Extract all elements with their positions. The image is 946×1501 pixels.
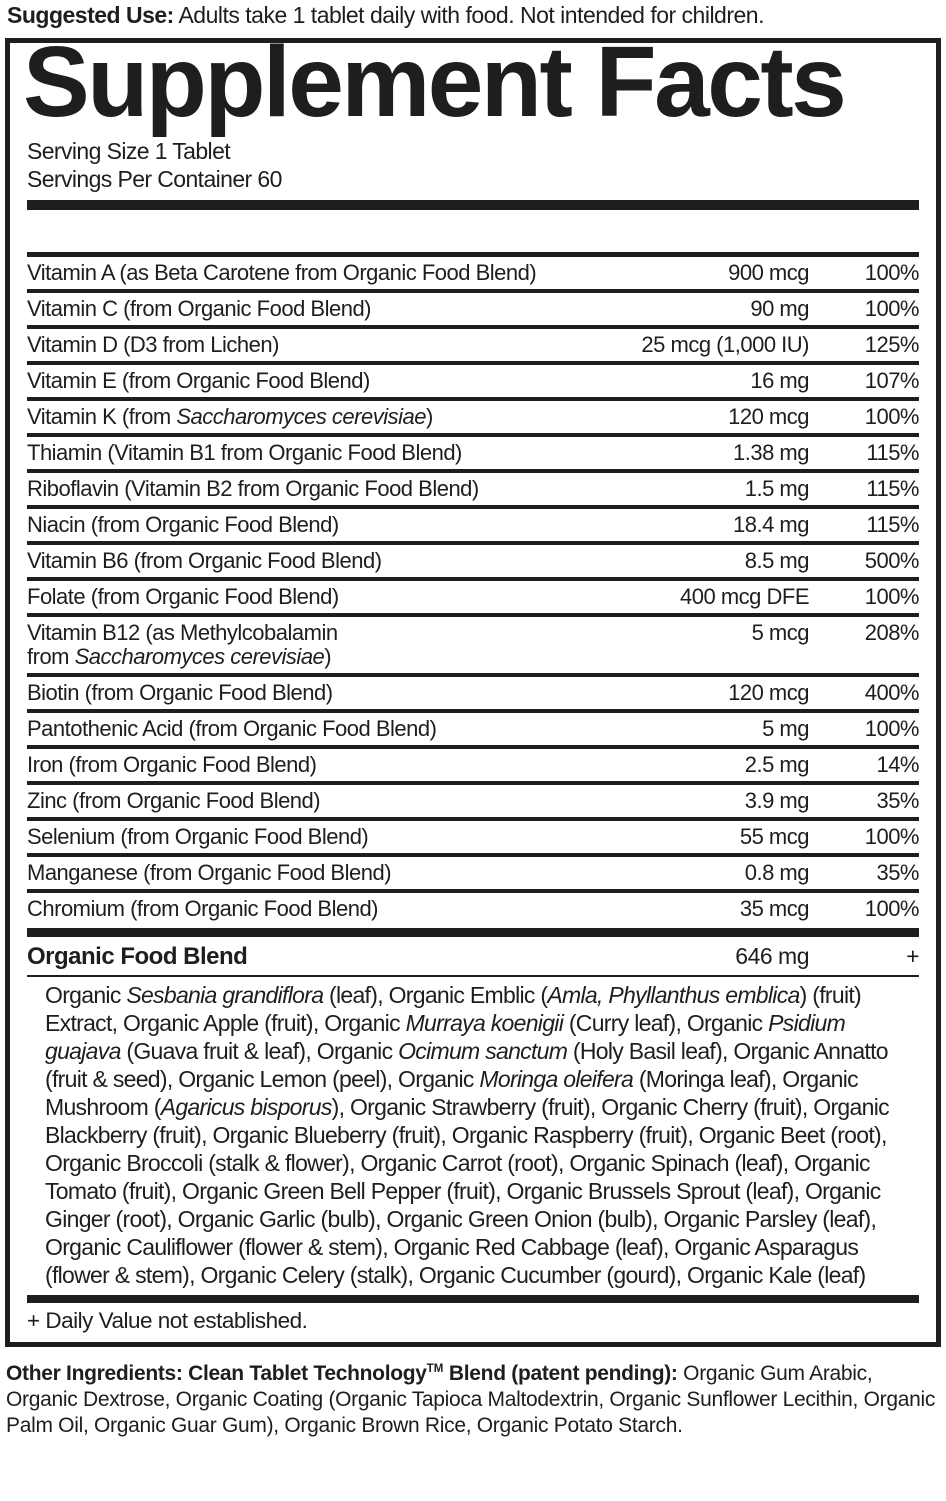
text-segment: Riboflavin (Vitamin B2 from Organic Food Blend) <box>27 475 479 501</box>
text-segment: Sesbania grandiflora <box>126 981 324 1008</box>
text-segment: Chromium (from Organic Food Blend) <box>27 895 379 921</box>
nutrient-name <box>27 585 680 609</box>
nutrient-daily-value: 100% <box>864 259 919 285</box>
table-row <box>27 745 919 781</box>
text-segment: Thiamin (Vitamin B1 from Organic Food Blend) <box>27 439 462 465</box>
nutrient-daily-value: 100% <box>864 715 919 741</box>
text-segment: Biotin (from Organic Food Blend) <box>27 679 333 705</box>
nutrient-name <box>27 405 728 429</box>
nutrient-table <box>27 257 919 925</box>
nutrient-daily-value: 14% <box>876 751 919 777</box>
text-segment: Selenium (from Organic Food Blend) <box>27 823 369 849</box>
nutrient-daily-value: 115% <box>866 475 919 501</box>
nutrient-daily-value: 107% <box>864 367 919 393</box>
text-segment: ), Organic Strawberry (fruit), Organic Cherry (fruit), Organic Blackberry (fruit), Organic Blueberry (fruit), Organic Raspberry (fruit), Organic Beet (root), Organic Broccoli (stalk & flower), Organic Carrot (root), Organic Spinach (leaf), Organic Tomato (fruit), Organic Green Bell Pepper (fruit), Organic Brussels Sprout (leaf), Organic Ginger (root), Organic Garlic (bulb), Organic Green Onion (bulb), Organic Parsley (leaf), Organic Cauliflower (flower & stem), Organic Red Cabbage (leaf), Organic Asparagus (flower & stem), Organic Celery (stalk), Organic Cucumber (gourd), Organic Kale (leaf) <box>45 1093 889 1288</box>
text-segment: TM <box>426 1362 444 1375</box>
nutrient-name <box>27 621 752 669</box>
nutrient-daily-value: 500% <box>864 547 919 573</box>
nutrient-name <box>27 789 745 813</box>
text-segment: Organic Gum Arabic, Organic Dextrose, Organic Coating (Organic Tapioca Maltodextrin, Organic Sunflower Lecithin, Organic Palm Oil, Organic Guar Gum), Organic Brown Rice, Organic Potato Starch. <box>6 1361 936 1437</box>
nutrient-daily-value: 115% <box>866 439 919 465</box>
text-segment: Moringa oleifera <box>479 1065 634 1092</box>
nutrient-amount: 16 mg <box>750 367 809 393</box>
nutrient-daily-value: 100% <box>864 895 919 921</box>
text-segment: Vitamin B12 (as Methylcobalamin <box>27 619 338 645</box>
text-segment: Psidium guajava <box>45 1009 846 1064</box>
nutrient-name <box>27 261 728 285</box>
nutrient-amount: 8.5 mg <box>744 547 809 573</box>
text-segment: Amla, Phyllanthus emblica <box>547 981 800 1008</box>
text-segment: Pantothenic Acid (from Organic Food Blend) <box>27 715 437 741</box>
nutrient-name <box>27 825 740 849</box>
nutrient-amount: 1.38 mg <box>733 439 809 465</box>
nutrient-name <box>27 861 745 885</box>
supplement-facts-panel <box>5 25 941 1347</box>
text-segment: Zinc (from Organic Food Blend) <box>27 787 321 813</box>
table-row <box>27 853 919 889</box>
suggested-use-label: Suggested Use: <box>7 2 174 28</box>
table-row <box>27 325 919 361</box>
text-segment: Organic <box>45 981 127 1008</box>
text-segment: Blend (patent pending): <box>443 1361 678 1385</box>
nutrient-amount: 25 mcg (1,000 IU) <box>641 331 809 357</box>
nutrient-name <box>27 717 762 741</box>
nutrient-amount: 1.5 mg <box>744 475 809 501</box>
nutrient-amount: 5 mg <box>762 715 809 741</box>
text-segment: Vitamin C (from Organic Food Blend) <box>27 295 372 321</box>
text-segment: Saccharomyces cerevisiae <box>176 403 426 429</box>
blend-header-row <box>27 937 919 977</box>
nutrient-daily-value: 208% <box>864 619 919 645</box>
text-segment: Vitamin B6 (from Organic Food Blend) <box>27 547 382 573</box>
nutrient-amount: 120 mcg <box>728 679 809 705</box>
nutrient-daily-value: 100% <box>864 295 919 321</box>
nutrient-amount: 18.4 mg <box>733 511 809 537</box>
text-segment: Folate (from Organic Food Blend) <box>27 583 339 609</box>
text-segment: Agaricus bisporus <box>160 1093 332 1120</box>
divider-thick-top <box>27 200 919 210</box>
table-row <box>27 397 919 433</box>
table-row <box>27 889 919 925</box>
nutrient-daily-value: 125% <box>864 331 919 357</box>
nutrient-daily-value: 35% <box>876 859 919 885</box>
text-segment: Other Ingredients: Clean Tablet Technology <box>6 1361 427 1385</box>
other-ingredients <box>6 1356 944 1439</box>
blend-name: Organic Food Blend <box>27 942 248 970</box>
divider-thick-blend <box>27 928 919 937</box>
nutrient-name <box>27 477 745 501</box>
text-segment: Vitamin E (from Organic Food Blend) <box>27 367 370 393</box>
supplement-label-page <box>0 1 946 1439</box>
text-segment: (Guava fruit & leaf), Organic <box>120 1037 399 1064</box>
nutrient-name <box>27 513 733 537</box>
table-row <box>27 709 919 745</box>
text-segment: (Curry leaf), Organic <box>563 1009 769 1036</box>
table-row <box>27 433 919 469</box>
daily-value-footnote: + Daily Value not established. <box>27 1307 308 1333</box>
nutrient-amount: 35 mcg <box>739 895 809 921</box>
blend-ingredients <box>45 981 919 1289</box>
nutrient-amount: 0.8 mg <box>744 859 809 885</box>
nutrient-name <box>27 681 728 705</box>
suggested-use-text: Adults take 1 tablet daily with food. Not intended for children. <box>173 2 764 28</box>
nutrient-daily-value: 100% <box>864 823 919 849</box>
nutrient-daily-value: 100% <box>864 583 919 609</box>
nutrient-name <box>27 297 750 321</box>
text-segment: Vitamin A (as Beta Carotene from Organic Food Blend) <box>27 259 537 285</box>
table-row <box>27 781 919 817</box>
divider-thick-footnote <box>27 1295 919 1303</box>
text-segment: Ocimum sanctum <box>398 1037 568 1064</box>
nutrient-amount: 5 mcg <box>751 619 809 645</box>
nutrient-daily-value: 100% <box>864 403 919 429</box>
nutrient-name <box>27 753 745 777</box>
text-segment: Manganese (from Organic Food Blend) <box>27 859 392 885</box>
nutrient-amount: 3.9 mg <box>744 787 809 813</box>
table-row <box>27 469 919 505</box>
blend-amount: 646 mg <box>735 942 809 969</box>
table-row <box>27 577 919 613</box>
nutrient-name <box>27 441 733 465</box>
nutrient-daily-value: 35% <box>876 787 919 813</box>
text-segment: ) <box>324 643 332 669</box>
nutrient-amount: 2.5 mg <box>744 751 809 777</box>
table-row <box>27 505 919 541</box>
nutrient-amount: 120 mcg <box>728 403 809 429</box>
panel-title: Supplement Facts <box>23 25 845 138</box>
serving-size: Serving Size 1 Tablet <box>27 137 231 164</box>
table-row <box>27 289 919 325</box>
text-segment: Vitamin K (from <box>27 403 177 429</box>
nutrient-daily-value: 115% <box>866 511 919 537</box>
nutrient-name <box>27 549 745 573</box>
text-segment: (Moringa leaf), Organic Mushroom ( <box>45 1065 858 1120</box>
table-row <box>27 673 919 709</box>
nutrient-amount: 400 mcg DFE <box>680 583 809 609</box>
text-segment: from <box>27 643 75 669</box>
text-segment: Niacin (from Organic Food Blend) <box>27 511 339 537</box>
nutrient-name <box>27 897 740 921</box>
text-segment: Saccharomyces cerevisiae <box>74 643 325 669</box>
text-segment: (Holy Basil leaf), Organic Annatto (fruit & seed), Organic Lemon (peel), Organic <box>45 1037 888 1092</box>
table-row <box>27 541 919 577</box>
column-header-space <box>27 210 919 252</box>
text-segment: (leaf), Organic Emblic ( <box>323 981 548 1008</box>
table-row <box>27 817 919 853</box>
nutrient-name <box>27 369 750 393</box>
nutrient-amount: 90 mg <box>750 295 809 321</box>
text-segment: Iron (from Organic Food Blend) <box>27 751 317 777</box>
nutrient-daily-value: 400% <box>864 679 919 705</box>
text-segment: ) <box>425 403 433 429</box>
text-segment: Vitamin D (D3 from Lichen) <box>27 331 279 357</box>
table-row <box>27 257 919 289</box>
text-segment: ) (fruit) Extract, Organic Apple (fruit), Organic <box>45 981 862 1036</box>
text-segment: Murraya koenigii <box>405 1009 564 1036</box>
nutrient-amount: 900 mcg <box>728 259 809 285</box>
nutrient-amount: 55 mcg <box>739 823 809 849</box>
servings-per-container: Servings Per Container 60 <box>27 165 282 192</box>
table-row <box>27 613 919 673</box>
blend-daily-value: + <box>906 942 919 969</box>
table-row <box>27 361 919 397</box>
nutrient-name <box>27 333 641 357</box>
